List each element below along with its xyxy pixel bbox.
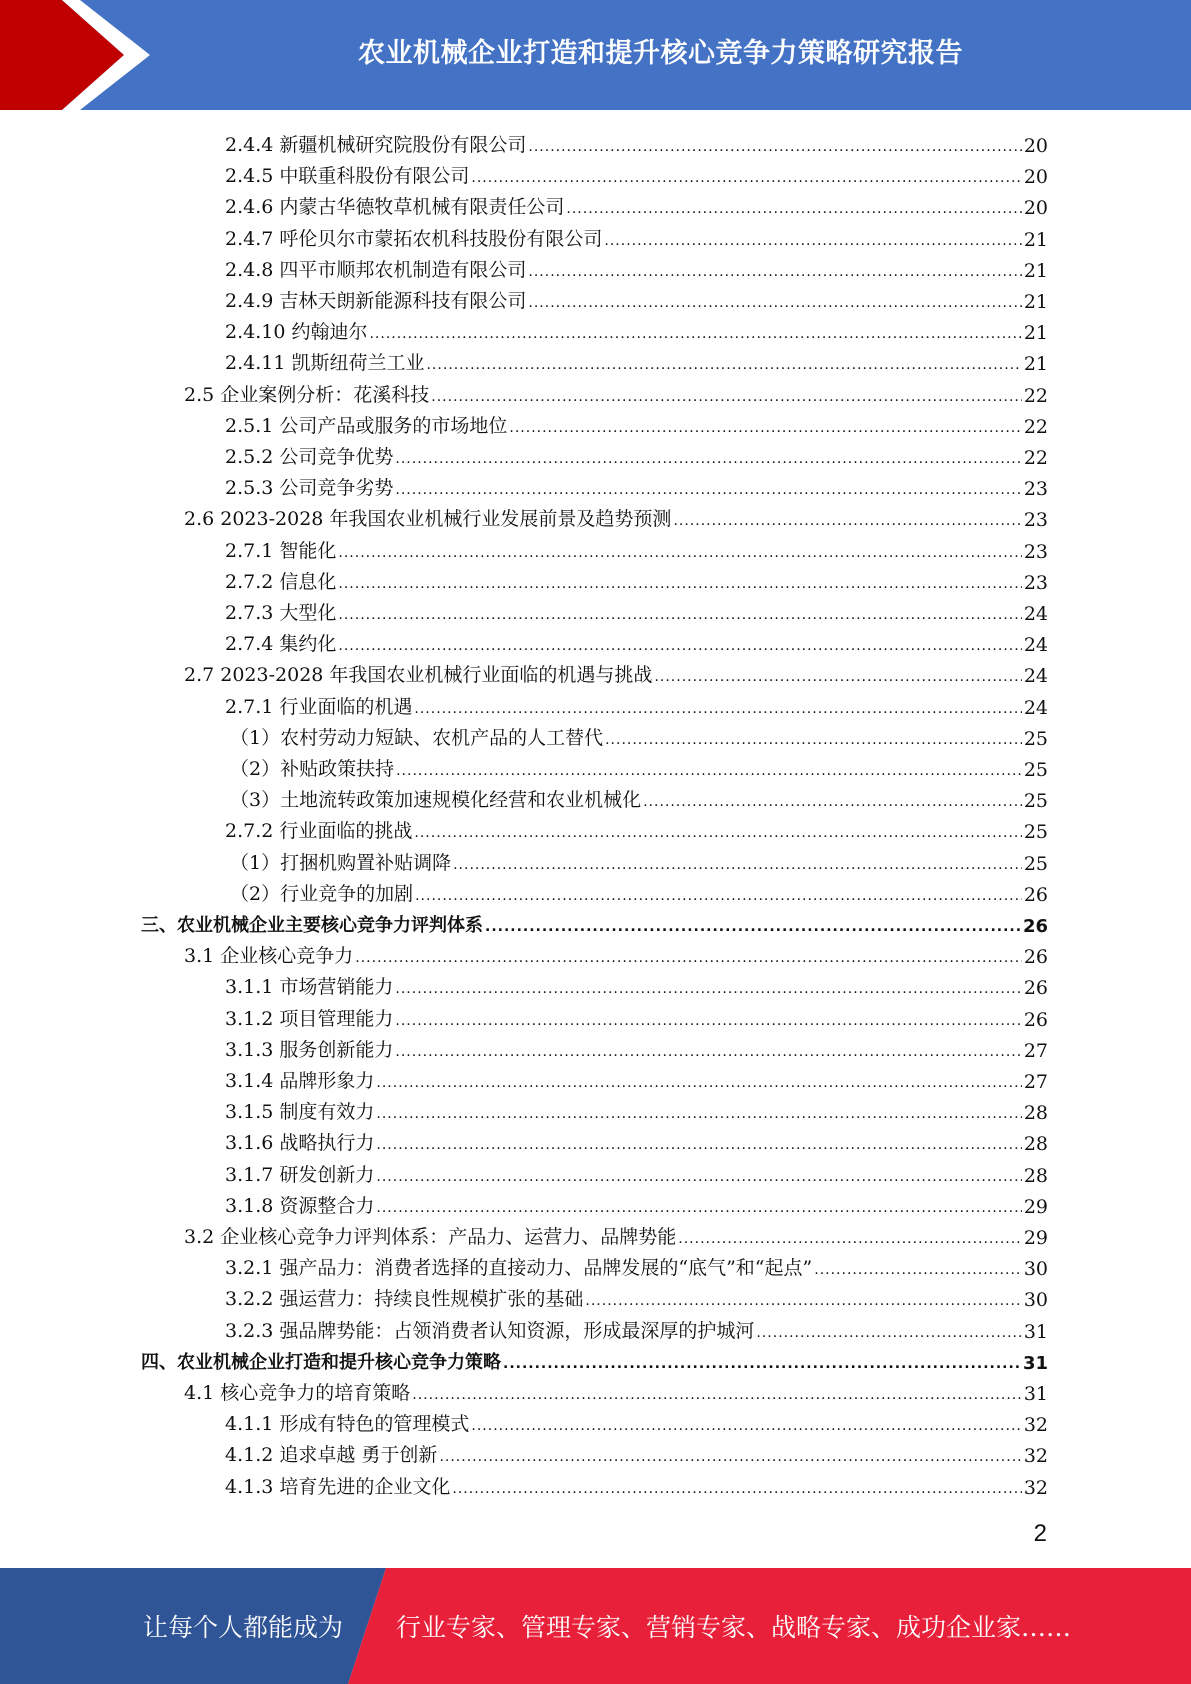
- toc-entry-page: 27: [1023, 1071, 1048, 1093]
- toc-entry[interactable]: [184, 377, 1048, 407]
- toc-entry-label: 2.7.3 大型化: [225, 602, 337, 624]
- toc-entry-page: 29: [1023, 1195, 1048, 1218]
- toc-entry-page: 22: [1023, 384, 1048, 407]
- toc-entry-page: 26: [1023, 883, 1048, 906]
- toc-entry-label: 3.1.7 研发创新力: [225, 1163, 375, 1186]
- report-title: 农业机械企业打造和提升核心竞争力策略研究报告: [358, 37, 963, 69]
- toc-entry-page: 21: [1023, 353, 1048, 376]
- toc-entry[interactable]: [225, 1281, 1048, 1311]
- toc-leader-dots: [395, 449, 1021, 469]
- toc-leader-dots: [414, 699, 1021, 719]
- toc-entry[interactable]: [225, 533, 1048, 563]
- toc-leader-dots: [431, 387, 1022, 407]
- toc-entry-label: 2.5.1 公司产品或服务的市场地位: [225, 414, 508, 437]
- toc-entry-label: 3.2.1 强产品力：消费者选择的直接动力、品牌发展的“底气”和“起点”: [225, 1257, 813, 1280]
- toc-entry-label: 4.1.2 追求卓越 勇于创新: [225, 1444, 438, 1467]
- toc-entry-label: 2.5 企业案例分析：花溪科技: [184, 383, 430, 406]
- toc-entry-label: 3.1.5 制度有效力: [225, 1101, 375, 1124]
- toc-entry[interactable]: [225, 158, 1048, 188]
- toc-entry-page: 21: [1023, 228, 1048, 251]
- toc-entry-label: （1）农村劳动力短缺、农机产品的人工替代: [230, 726, 604, 749]
- toc-entry[interactable]: [141, 907, 1048, 937]
- toc-entry[interactable]: [225, 1188, 1048, 1218]
- report-footer: [0, 1568, 1191, 1684]
- toc-leader-dots: [395, 1042, 1021, 1062]
- toc-entry-label: 4.1.1 形成有特色的管理模式: [225, 1413, 470, 1436]
- toc-leader-dots: [453, 855, 1022, 875]
- toc-entry-page: 30: [1023, 1258, 1048, 1281]
- toc-entry-label: 2.5.2 公司竞争优势: [225, 446, 394, 468]
- toc-entry[interactable]: [225, 1250, 1048, 1280]
- toc-leader-dots: [528, 137, 1021, 157]
- toc-entry[interactable]: [225, 470, 1048, 500]
- toc-leader-dots: [566, 199, 1021, 219]
- toc-entry-label: 2.4.7 呼伦贝尔市蒙拓农机科技股份有限公司: [225, 227, 603, 250]
- toc-entry-page: 23: [1023, 478, 1048, 501]
- toc-leader-dots: [338, 574, 1021, 594]
- toc-leader-dots: [395, 979, 1021, 999]
- toc-leader-dots: [426, 355, 1021, 375]
- toc-entry-page: 21: [1023, 259, 1048, 282]
- toc-leader-dots: [509, 418, 1021, 438]
- toc-entry-page: 20: [1023, 135, 1048, 157]
- toc-entry[interactable]: [225, 1032, 1048, 1062]
- toc-entry[interactable]: [230, 751, 1048, 781]
- toc-entry[interactable]: [225, 1001, 1048, 1031]
- toc-entry[interactable]: [225, 1469, 1048, 1499]
- toc-entry-label: 4.1 核心竞争力的培育策略: [184, 1382, 411, 1404]
- toc-entry-page: 23: [1023, 509, 1048, 532]
- toc-leader-dots: [485, 917, 1021, 937]
- toc-entry[interactable]: [225, 595, 1048, 625]
- toc-leader-dots: [338, 543, 1021, 563]
- toc-entry-page: 24: [1023, 665, 1048, 688]
- toc-leader-dots: [415, 886, 1022, 906]
- toc-entry-page: 21: [1023, 291, 1048, 313]
- toc-entry[interactable]: [141, 1344, 1048, 1374]
- toc-entry[interactable]: [184, 1375, 1048, 1405]
- toc-leader-dots: [338, 636, 1021, 656]
- toc-entry[interactable]: [225, 189, 1048, 219]
- toc-entry[interactable]: [230, 845, 1048, 875]
- toc-entry-page: 26: [1023, 946, 1048, 969]
- toc-leader-dots: [471, 1416, 1021, 1436]
- toc-entry-page: 25: [1023, 790, 1048, 813]
- toc-entry[interactable]: [225, 813, 1048, 843]
- toc-leader-dots: [376, 1073, 1021, 1093]
- toc-leader-dots: [503, 1354, 1021, 1374]
- toc-entry-label: 2.7.2 行业面临的挑战: [225, 820, 413, 843]
- toc-entry-label: 3.1.8 资源整合力: [225, 1194, 375, 1217]
- toc-entry-label: 2.4.4 新疆机械研究院股份有限公司: [225, 134, 527, 156]
- toc-entry-label: 2.4.8 四平市顺邦农机制造有限公司: [225, 258, 527, 281]
- toc-entry-label: 3.1 企业核心竞争力: [184, 945, 354, 968]
- toc-entry-page: 26: [1023, 977, 1048, 1000]
- toc-leader-dots: [678, 1229, 1022, 1249]
- toc-entry-page: 28: [1023, 1164, 1048, 1187]
- toc-entry-label: 3.2 企业核心竞争力评判体系：产品力、运营力、品牌势能: [184, 1226, 677, 1248]
- toc-entry[interactable]: [184, 938, 1048, 968]
- toc-entry-label: 3.1.2 项目管理能力: [225, 1007, 394, 1030]
- toc-entry[interactable]: [225, 564, 1048, 594]
- toc-entry-label: 3.2.2 强运营力：持续良性规模扩张的基础: [225, 1288, 584, 1311]
- toc-entry-page: 25: [1023, 727, 1048, 750]
- toc-entry[interactable]: [225, 252, 1048, 282]
- toc-leader-dots: [643, 792, 1022, 812]
- toc-leader-dots: [605, 730, 1022, 750]
- toc-entry[interactable]: [225, 626, 1048, 656]
- toc-entry-label: （3）土地流转政策加速规模化经营和农业机械化: [230, 789, 642, 812]
- toc-entry-label: 3.1.3 服务创新能力: [225, 1038, 394, 1061]
- toc-entry-label: 2.7.1 智能化: [225, 539, 337, 562]
- toc-entry[interactable]: [230, 720, 1048, 750]
- toc-entry-page: 29: [1023, 1227, 1048, 1249]
- toc-leader-dots: [528, 293, 1021, 313]
- toc-entry[interactable]: [230, 782, 1048, 812]
- toc-entry-page: 25: [1023, 821, 1048, 844]
- toc-entry-page: 32: [1023, 1414, 1048, 1437]
- toc-entry[interactable]: [225, 345, 1048, 375]
- toc-entry-label: 2.6 2023-2028 年我国农业机械行业发展前景及趋势预测: [184, 508, 672, 531]
- toc-entry-page: 28: [1023, 1102, 1048, 1125]
- toc-entry-label: （2）行业竞争的加剧: [230, 882, 414, 905]
- toc-entry[interactable]: [225, 408, 1048, 438]
- toc-leader-dots: [369, 324, 1021, 344]
- toc-entry-page: 31: [1023, 1320, 1048, 1343]
- toc-entry[interactable]: [225, 127, 1048, 157]
- toc-entry-label: 2.4.5 中联重科股份有限公司: [225, 165, 470, 188]
- toc-entry-label: 2.7 2023-2028 年我国农业机械行业面临的机遇与挑战: [184, 664, 653, 687]
- toc-leader-dots: [395, 1011, 1021, 1031]
- toc-leader-dots: [673, 511, 1021, 531]
- toc-leader-dots: [376, 1104, 1021, 1124]
- toc-entry-page: 28: [1023, 1133, 1048, 1156]
- toc-entry[interactable]: [225, 283, 1048, 313]
- toc-entry[interactable]: [225, 1313, 1048, 1343]
- report-header: [0, 0, 1191, 110]
- toc-entry-page: 23: [1023, 540, 1048, 563]
- toc-entry[interactable]: [230, 876, 1048, 906]
- toc-entry-page: 27: [1023, 1039, 1048, 1062]
- toc-leader-dots: [604, 231, 1021, 251]
- toc-entry-page: 20: [1023, 197, 1048, 220]
- toc-leader-dots: [395, 480, 1021, 500]
- toc-entry-label: 2.4.11 凯斯纽荷兰工业: [225, 352, 425, 375]
- toc-entry-page: 25: [1023, 759, 1048, 781]
- toc-entry-page: 20: [1023, 166, 1048, 189]
- toc-leader-dots: [414, 823, 1021, 843]
- toc-leader-dots: [528, 262, 1021, 282]
- toc-entry-label: （2）补贴政策扶持: [230, 758, 395, 780]
- toc-entry-page: 24: [1023, 603, 1048, 625]
- toc-leader-dots: [412, 1385, 1022, 1405]
- toc-entry-page: 32: [1023, 1476, 1048, 1499]
- toc-leader-dots: [585, 1291, 1021, 1311]
- toc-entry-label: 2.4.9 吉林天朗新能源科技有限公司: [225, 290, 527, 312]
- toc-entry-label: 3.1.6 战略执行力: [225, 1132, 375, 1155]
- toc-entry[interactable]: [225, 1125, 1048, 1155]
- toc-entry-label: 2.7.1 行业面临的机遇: [225, 695, 413, 718]
- toc-entry-label: 3.1.1 市场营销能力: [225, 976, 394, 999]
- toc-leader-dots: [814, 1260, 1022, 1280]
- toc-entry[interactable]: [225, 969, 1048, 999]
- toc-entry-label: 三、农业机械企业主要核心竞争力评判体系: [141, 915, 483, 936]
- toc-leader-dots: [376, 1135, 1021, 1155]
- toc-entry-page: 24: [1023, 696, 1048, 719]
- toc-entry-label: 2.7.4 集约化: [225, 633, 337, 656]
- toc-entry[interactable]: [225, 1157, 1048, 1187]
- toc-leader-dots: [452, 1479, 1021, 1499]
- toc-entry[interactable]: [225, 439, 1048, 469]
- toc-entry[interactable]: [184, 1219, 1048, 1249]
- toc-leader-dots: [756, 1323, 1021, 1343]
- toc-entry[interactable]: [225, 1063, 1048, 1093]
- toc-leader-dots: [338, 605, 1021, 625]
- toc-leader-dots: [654, 667, 1021, 687]
- toc-entry[interactable]: [225, 1406, 1048, 1436]
- toc-leader-dots: [439, 1447, 1021, 1467]
- toc-entry-label: 3.2.3 强品牌势能：占领消费者认知资源，形成最深厚的护城河: [225, 1319, 755, 1342]
- toc-entry[interactable]: [225, 1094, 1048, 1124]
- toc-entry-label: 3.1.4 品牌形象力: [225, 1070, 375, 1092]
- toc-entry-label: 2.4.6 内蒙古华德牧草机械有限责任公司: [225, 196, 565, 219]
- toc-entry[interactable]: [184, 501, 1048, 531]
- toc-entry-page: 31: [1023, 1383, 1048, 1405]
- toc-entry[interactable]: [225, 1437, 1048, 1467]
- toc-entry-page: 24: [1023, 634, 1048, 657]
- toc-entry-page: 23: [1023, 571, 1048, 594]
- toc-entry-label: 2.5.3 公司竞争劣势: [225, 477, 394, 500]
- toc-entry[interactable]: [225, 221, 1048, 251]
- toc-leader-dots: [471, 168, 1021, 188]
- toc-entry[interactable]: [184, 657, 1048, 687]
- toc-leader-dots: [355, 948, 1022, 968]
- toc-entry-page: 22: [1023, 447, 1048, 469]
- toc-entry-label: 4.1.3 培育先进的企业文化: [225, 1475, 451, 1498]
- toc-entry-label: 2.4.10 约翰迪尔: [225, 321, 368, 344]
- toc-entry-page: 26: [1022, 916, 1048, 937]
- toc-leader-dots: [376, 1167, 1021, 1187]
- toc-leader-dots: [376, 1198, 1021, 1218]
- page-number: 2: [1033, 1520, 1047, 1547]
- toc-entry-page: 25: [1023, 852, 1048, 875]
- toc-entry-page: 32: [1023, 1445, 1048, 1468]
- toc-entry-page: 26: [1023, 1008, 1048, 1031]
- toc-entry-page: 31: [1022, 1352, 1048, 1374]
- toc-entry-label: （1）打捆机购置补贴调降: [230, 851, 452, 874]
- toc-entry-label: 2.7.2 信息化: [225, 570, 337, 593]
- toc-entry-page: 30: [1023, 1289, 1048, 1312]
- footer-slogan-left: 让每个人都能成为: [143, 1613, 344, 1642]
- footer-slogan-right: 行业专家、管理专家、营销专家、战略专家、成功企业家……: [396, 1613, 1072, 1642]
- toc-entry[interactable]: [225, 314, 1048, 344]
- toc-entry-page: 22: [1023, 415, 1048, 438]
- toc-leader-dots: [396, 761, 1022, 781]
- toc-entry-page: 21: [1023, 322, 1048, 345]
- toc-entry[interactable]: [225, 689, 1048, 719]
- toc-entry-label: 四、农业机械企业打造和提升核心竞争力策略: [141, 1351, 501, 1373]
